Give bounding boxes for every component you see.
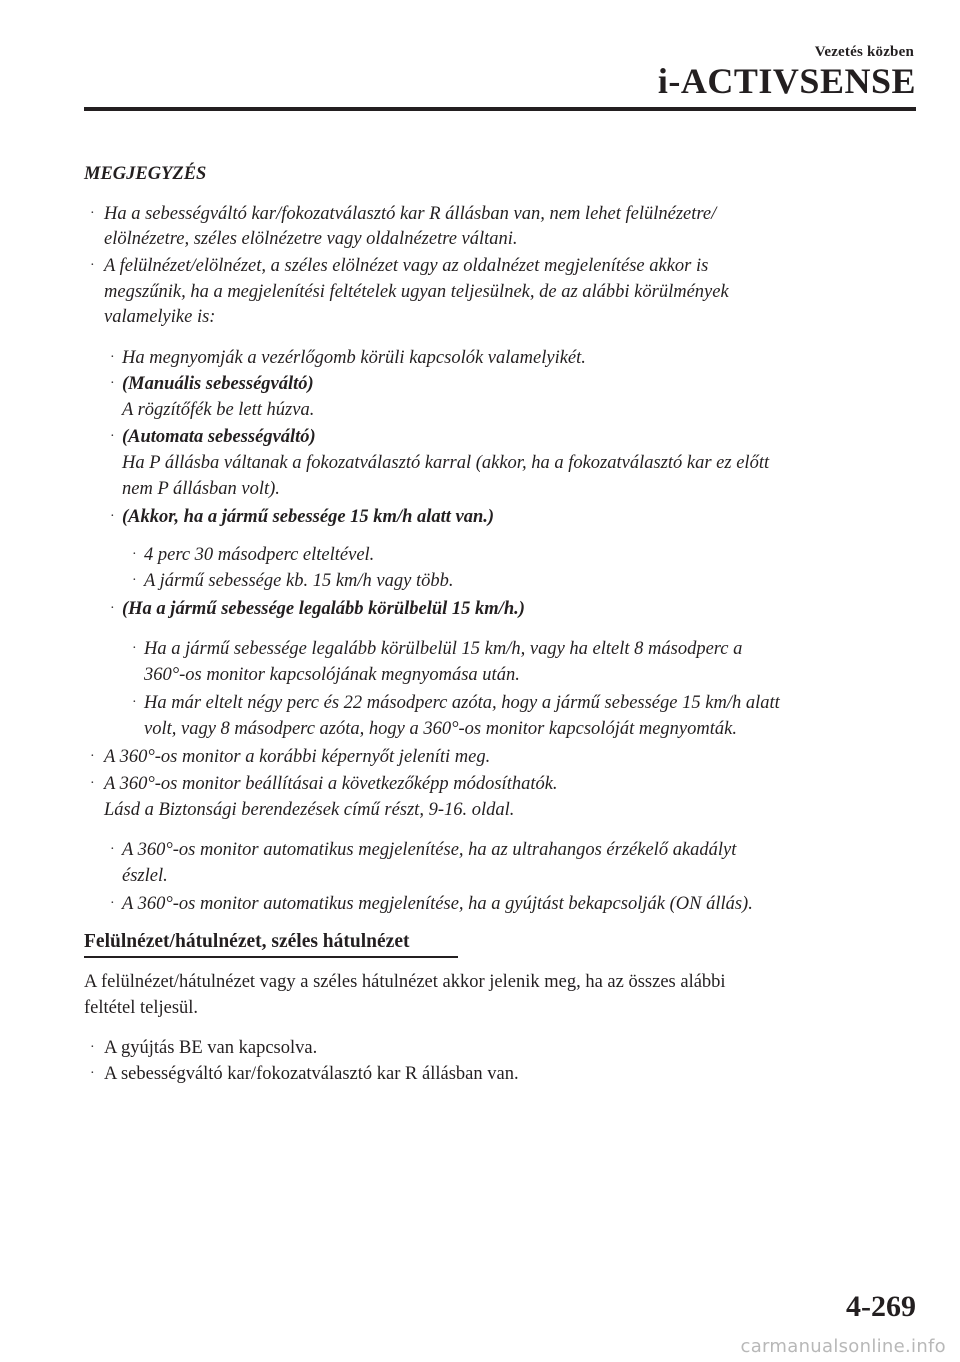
condition-item-1: A gyújtás BE van kapcsolva.	[104, 1038, 318, 1058]
note-sub-5-item-2-line-1: Ha már eltelt négy perc és 22 másodperc azóta, hogy a jármű sebessége 15 km/h alatt	[144, 693, 780, 713]
note-sub-1: Ha megnyomják a vezérlőgomb körüli kapcsolók valamelyikét.	[122, 348, 586, 368]
note-bullet-1-line-1: Ha a sebességváltó kar/fokozatválasztó kar R állásban van, nem lehet felülnézetre/	[104, 204, 717, 224]
chapter-title: i-ACTIVSENSE	[657, 61, 916, 101]
note-bullet-4-sub-1-line-1: A 360°-os monitor automatikus megjelenítése, ha az ultrahangos érzékelő akadályt	[122, 840, 737, 860]
bullet-dot: ·	[90, 776, 95, 791]
section-label: Vezetés közben	[814, 44, 914, 60]
note-sub-4-heading: (Akkor, ha a jármű sebessége 15 km/h alatt van.)	[122, 507, 495, 527]
bullet-dot: ·	[90, 258, 95, 273]
bullet-dot: ·	[110, 509, 115, 524]
note-bullet-4-sub-2: A 360°-os monitor automatikus megjelenítése, ha a gyújtást bekapcsolják (ON állás).	[122, 894, 753, 914]
bullet-dot: ·	[132, 573, 137, 588]
bullet-dot: ·	[110, 376, 115, 391]
note-sub-5-item-1-line-2: 360°-os monitor kapcsolójának megnyomása után.	[144, 665, 520, 685]
watermark: carmanualsonline.info	[740, 1336, 946, 1357]
bullet-dot: ·	[90, 1040, 95, 1055]
bullet-dot: ·	[110, 429, 115, 444]
note-bullet-2-line-2: megszűnik, ha a megjelenítési feltételek ugyan teljesülnek, de az alábbi körülmények	[104, 282, 729, 302]
note-bullet-4-sub-1-line-2: észlel.	[122, 866, 168, 886]
note-sub-2-heading: (Manuális sebességváltó)	[122, 374, 314, 394]
bullet-dot: ·	[90, 1066, 95, 1081]
bullet-dot: ·	[110, 350, 115, 365]
note-bullet-2-line-1: A felülnézet/elölnézet, a széles elölnézet vagy az oldalnézet megjelenítése akkor is	[104, 256, 709, 276]
note-bullet-2-line-3: valamelyike is:	[104, 307, 216, 327]
note-sub-5-heading: (Ha a jármű sebessége legalább körülbelül 15 km/h.)	[122, 599, 525, 619]
section-heading: Felülnézet/hátulnézet, széles hátulnézet	[84, 931, 410, 952]
bullet-dot: ·	[110, 896, 115, 911]
bullet-dot: ·	[110, 842, 115, 857]
note-title: MEGJEGYZÉS	[84, 164, 207, 184]
page-number: 4-269	[846, 1290, 916, 1323]
bullet-dot: ·	[132, 695, 137, 710]
note-sub-5-item-2-line-2: volt, vagy 8 másodperc azóta, hogy a 360°-os monitor kapcsolóját megnyomták.	[144, 719, 737, 739]
bullet-dot: ·	[90, 206, 95, 221]
note-sub-4-item-2: A jármű sebessége kb. 15 km/h vagy több.	[144, 571, 454, 591]
note-bullet-4-line-1: A 360°-os monitor beállításai a következőképp módosíthatók.	[104, 774, 558, 794]
header-rule	[84, 107, 916, 111]
note-sub-3-text-line-1: Ha P állásba váltanak a fokozatválasztó karral (akkor, ha a fokozatválasztó kar ez előtt	[122, 453, 770, 473]
bullet-dot: ·	[90, 749, 95, 764]
note-sub-3-heading: (Automata sebességváltó)	[122, 427, 316, 447]
bullet-dot: ·	[132, 641, 137, 656]
note-bullet-3: A 360°-os monitor a korábbi képernyőt jeleníti meg.	[104, 747, 491, 767]
bullet-dot: ·	[132, 547, 137, 562]
section-paragraph-line-1: A felülnézet/hátulnézet vagy a széles hátulnézet akkor jelenik meg, ha az összes alábbi	[84, 972, 726, 992]
note-bullet-1-line-2: elölnézetre, széles elölnézetre vagy oldalnézetre váltani.	[104, 229, 518, 249]
section-paragraph-line-2: feltétel teljesül.	[84, 998, 199, 1018]
section-heading-underline	[84, 956, 458, 958]
note-sub-5-item-1-line-1: Ha a jármű sebessége legalább körülbelül 15 km/h, vagy ha eltelt 8 másodperc a	[144, 639, 743, 659]
note-sub-2-text: A rögzítőfék be lett húzva.	[122, 400, 315, 420]
bullet-dot: ·	[110, 601, 115, 616]
note-sub-3-text-line-2: nem P állásban volt).	[122, 479, 280, 499]
note-sub-4-item-1: 4 perc 30 másodperc elteltével.	[144, 545, 375, 565]
note-bullet-4-line-2: Lásd a Biztonsági berendezések című részt, 9-16. oldal.	[104, 800, 515, 820]
condition-item-2: A sebességváltó kar/fokozatválasztó kar R állásban van.	[104, 1064, 519, 1084]
